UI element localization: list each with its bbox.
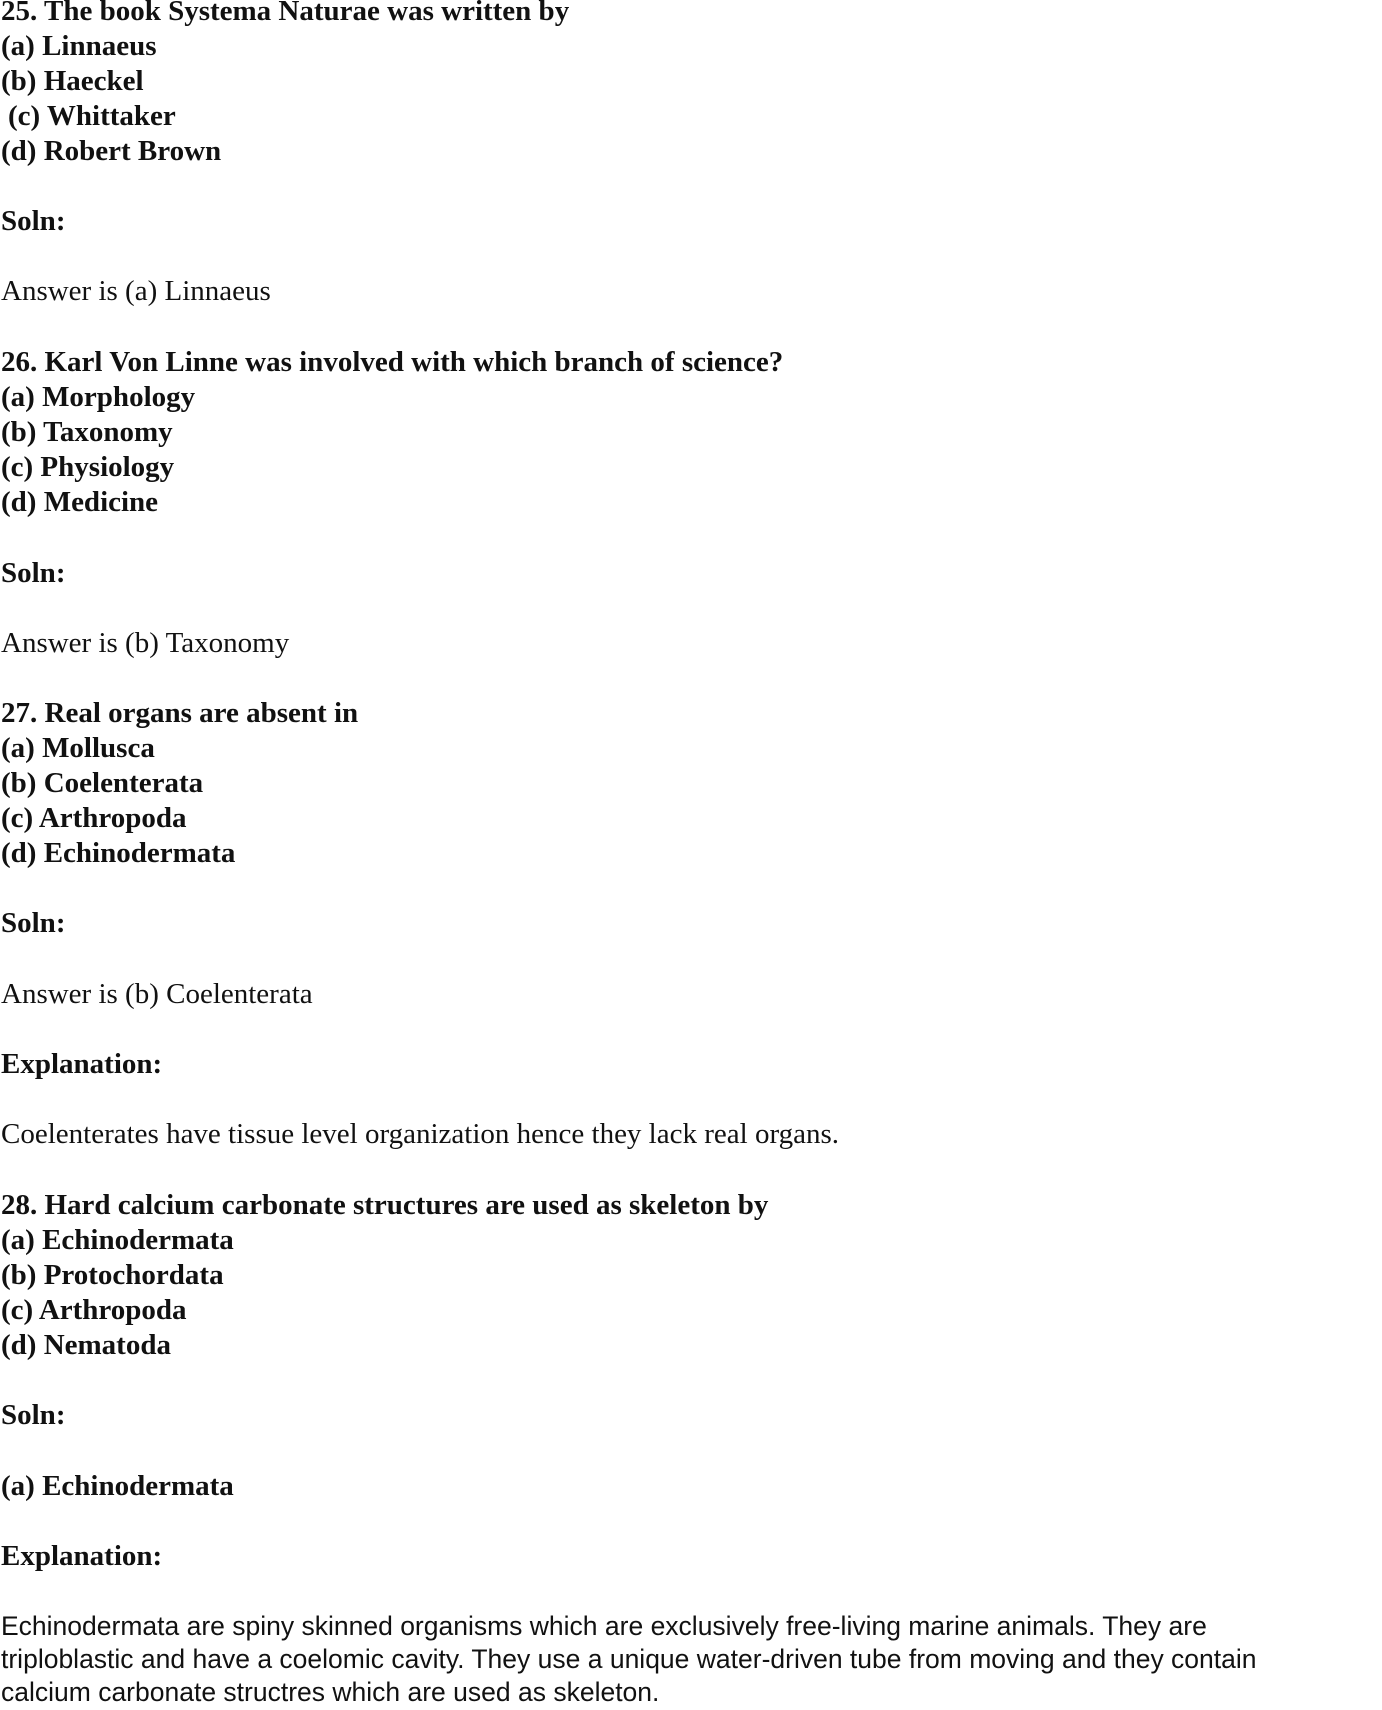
question-25-option-c: (c) Whittaker	[8, 100, 176, 132]
question-28-option-d: (d) Nematoda	[1, 1329, 171, 1361]
question-28-explanation-line-1: Echinodermata are spiny skinned organisms which are exclusively free-living marine animals. They are	[1, 1611, 1207, 1641]
question-28-soln-label: Soln:	[1, 1399, 66, 1431]
question-28-text: 28. Hard calcium carbonate structures are used as skeleton by	[1, 1189, 769, 1221]
question-27-option-b: (b) Coelenterata	[1, 767, 204, 799]
question-25-text: 25. The book Systema Naturae was written by	[1, 0, 570, 27]
question-27-option-d: (d) Echinodermata	[1, 837, 236, 869]
question-26-option-c: (c) Physiology	[1, 451, 175, 483]
question-25-option-b: (b) Haeckel	[1, 65, 144, 97]
question-28-explanation-label: Explanation:	[1, 1540, 163, 1572]
question-25-soln-label: Soln:	[1, 205, 66, 237]
question-27-option-a: (a) Mollusca	[1, 732, 155, 764]
question-26-option-d: (d) Medicine	[1, 486, 159, 518]
question-28-option-b: (b) Protochordata	[1, 1259, 224, 1291]
question-27-option-c: (c) Arthropoda	[1, 802, 187, 834]
question-27-explanation-label: Explanation:	[1, 1048, 163, 1080]
question-26-option-b: (b) Taxonomy	[1, 416, 173, 448]
question-28-option-a: (a) Echinodermata	[1, 1224, 234, 1256]
question-28-explanation-line-3: calcium carbonate structres which are used as skeleton.	[1, 1677, 660, 1707]
question-25-answer: Answer is (a) Linnaeus	[1, 275, 271, 307]
question-25-option-a: (a) Linnaeus	[1, 30, 157, 62]
question-28-answer: (a) Echinodermata	[1, 1470, 234, 1502]
question-27-text: 27. Real organs are absent in	[1, 697, 359, 729]
question-26-option-a: (a) Morphology	[1, 381, 196, 413]
question-27-answer: Answer is (b) Coelenterata	[1, 978, 313, 1010]
question-27-explanation: Coelenterates have tissue level organization hence they lack real organs.	[1, 1118, 839, 1150]
question-28-option-c: (c) Arthropoda	[1, 1294, 187, 1326]
question-26-answer: Answer is (b) Taxonomy	[1, 627, 290, 659]
question-26-text: 26. Karl Von Linne was involved with which branch of science?	[1, 346, 784, 378]
question-26-soln-label: Soln:	[1, 557, 66, 589]
question-27-soln-label: Soln:	[1, 907, 66, 939]
question-25-option-d: (d) Robert Brown	[1, 135, 222, 167]
question-28-explanation-line-2: triploblastic and have a coelomic cavity. They use a unique water-driven tube from moving and they contain	[1, 1644, 1257, 1674]
